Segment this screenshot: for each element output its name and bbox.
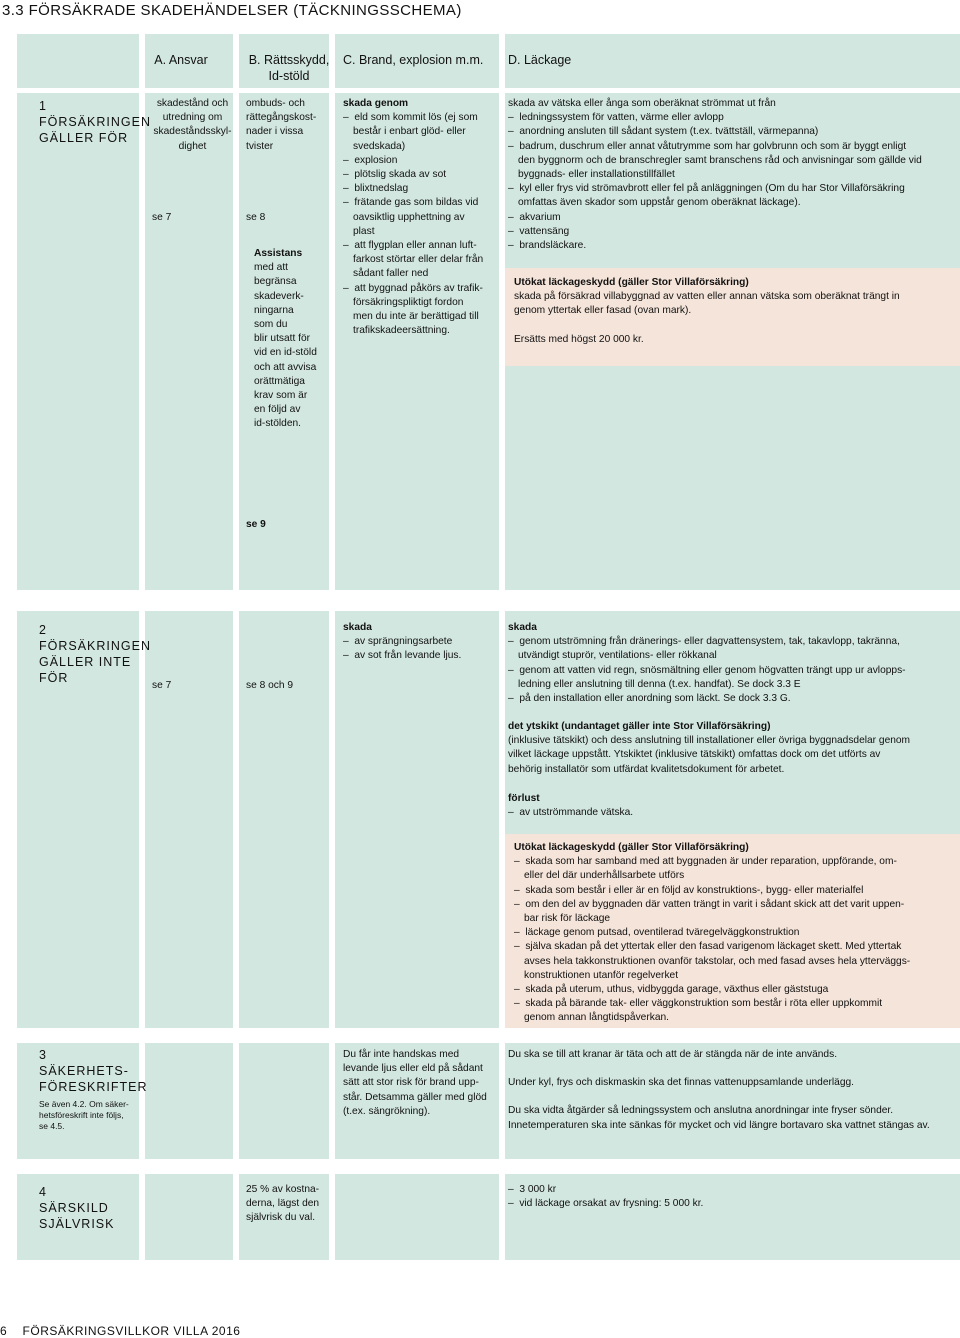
list-item: – genom att vatten vid regn, snösmältning eller genom högvatten trängt upp ur avlopps- ledning eller anslutning till denna (t.ex. handfat). Se dock 3.3 E [508, 664, 958, 692]
list-item: – 3 000 kr [508, 1183, 958, 1197]
row1-label-line2: GÄLLER FÖR [39, 131, 129, 145]
row1-number: 1 [39, 99, 47, 113]
text-line: med att [254, 262, 288, 274]
list-item: – själva skadan på det yttertak eller den fasad varigenom läckaget skett. Med yttertak avses hela takkonstruktionen ovanför takstolar, och med fasad avses hela ytterväggs- konstruktionen utanför regelverket [514, 940, 954, 983]
list-item: – skada på bärande tak- eller väggkonstruktion som består i röta eller uppkommit genom annan långtidspåverkan. [514, 997, 954, 1025]
text-line: en följd av [254, 404, 301, 416]
row3-c-text: Du får inte handskas med levande ljus eller eld på sådant sätt att stor risk för brand upp- står. Detsamma gäller med glöd (t.ex. sängrökning). [343, 1049, 487, 1117]
row2-cell-c [335, 611, 499, 1028]
row3-cell-b [239, 1043, 329, 1159]
list-item: – av utströmmande vätska. [508, 806, 958, 820]
d-intro: skada av vätska eller ånga som oberäknat strömmat ut från [508, 98, 776, 109]
list-item: – frätande gas som bildas vid oavsiktlig upphettning av plast [343, 196, 503, 239]
list-item: – anordning ansluten till sådant system (t.ex. tvättställ, värmepanna) [508, 125, 958, 139]
row3-number: 3 [39, 1048, 47, 1062]
row2-label [39, 622, 152, 686]
list-item: – ledningssystem för vatten, värme eller avlopp [508, 111, 958, 125]
text-line: nader i vissa [246, 126, 304, 138]
row2-a-ref: se 7 [152, 680, 172, 691]
d-heading: skada [508, 622, 537, 633]
list-item: – på den installation eller anordning som läckt. Se dock 3.3 G. [508, 692, 958, 706]
row1-label [39, 98, 152, 146]
list-item: – vid läckage orsakat av frysning: 5 000 kr. [508, 1197, 958, 1211]
paragraph: Under kyl, frys och diskmaskin ska det finnas vattenuppsamlande underlägg. [508, 1077, 854, 1089]
row2-d-text [508, 621, 958, 706]
list-item: – blixtnedslag [343, 182, 503, 196]
list-item: – explosion [343, 154, 503, 168]
row3-d-text [508, 1048, 958, 1133]
row4-cell-a [145, 1174, 233, 1260]
list-item: – eld som kommit lös (ej som består i enbart glöd- eller svedskada) [343, 111, 503, 154]
row1-b-assist [254, 247, 334, 432]
forlust-title: förlust [508, 793, 540, 804]
paragraph: Du ska vidta åtgärder så ledningssystem och anslutna anordningar inte fryser sönder. Innetemperaturen ska inte sänkas för mycket och vid längre bortavaro ska vattnet stängas av. [508, 1105, 930, 1131]
assist-title: Assistans [254, 248, 303, 259]
row4-number: 4 [39, 1185, 47, 1199]
list-item: – av sot från levande ljus. [343, 649, 503, 663]
row4-label [39, 1184, 139, 1232]
row4-d-text [508, 1183, 958, 1211]
row3-label-line2: FÖRESKRIFTER [39, 1080, 148, 1094]
list-item: – skada som har samband med att byggnaden är under reparation, uppförande, om- eller del där underhållsarbete utförs [514, 855, 954, 883]
text-line: dighet [178, 140, 207, 152]
c-heading: skada [343, 622, 372, 633]
list-item: – skada på uterum, uthus, vidbyggda garage, växthus eller gäststuga [514, 983, 954, 997]
column-header-d: D. Läckage [508, 53, 572, 67]
text-line: orättmätiga [254, 375, 305, 387]
paragraph: Du ska se till att kranar är täta och att de är stängda när de inte används. [508, 1049, 838, 1060]
row1-extended-text [514, 276, 954, 347]
row4-cell-c [335, 1174, 499, 1260]
row1-label-cell [17, 93, 139, 590]
page-number: 6 [0, 1324, 8, 1338]
row2-cell-a [145, 611, 233, 1028]
list-item: – läckage genom putsad, oventilerad tväregelväggkonstruktion [514, 926, 954, 940]
list-item: – av sprängningsarbete [343, 635, 503, 649]
row1-a-text [150, 97, 235, 154]
column-header-b-line2: Id-stöld [268, 69, 310, 83]
text-line: id-stölden. [254, 418, 302, 430]
text-line: ningarna [254, 304, 294, 316]
text-line: blir utsatt för [254, 333, 311, 345]
row4-label-line1: SÄRSKILD [39, 1201, 109, 1215]
header-cell-empty [17, 34, 139, 88]
row1-a-ref: se 7 [152, 212, 172, 223]
text-line: och att avvisa [254, 361, 317, 373]
row2-label-line3: FÖR [39, 671, 69, 685]
text-line: ombuds- och [246, 98, 305, 109]
row1-c-text [343, 97, 503, 338]
row4-b-text: 25 % av kostna- derna, lägst den självrisk du val. [246, 1184, 320, 1224]
list-item: – om den del av byggnaden där vatten trängt in varit i sådant skick att det varit uppen- bar risk för läckage [514, 898, 954, 926]
text-line: begränsa [254, 276, 297, 288]
list-item: – brandsläckare. [508, 239, 958, 253]
ytskikt-text: (inklusive tätskikt) och dess anslutning till installationer eller övriga byggnadsdelar genom vilket läckage uppstått. Ytskiktet (inklusive tätskikt) omfattas dock om det utförts av behörig installatör som utfärdat kvalitetsdokument för arbetet. [508, 735, 911, 775]
text-line: som du [254, 319, 288, 331]
box-title: Utökat läckageskydd (gäller Stor Villaförsäkring) [514, 277, 749, 288]
footer-text: FÖRSÄKRINGSVILLKOR VILLA 2016 [22, 1324, 241, 1338]
row1-b-ref2: se 9 [246, 519, 266, 530]
text-line: skadeverk- [254, 290, 304, 302]
list-item: – vattensäng [508, 225, 958, 239]
row3-label [39, 1047, 148, 1132]
row3-note: Se även 4.2. Om säker- hetsföreskrift inte följs, se 4.5. [39, 1099, 129, 1131]
text-line: utredning om [162, 112, 223, 124]
row1-b-text [246, 97, 336, 154]
list-item: – att byggnad påkörs av trafik- försäkringspliktigt fordon men du inte är berättigad till trafikskadeersättning. [343, 282, 503, 339]
text-line: vid en id-stöld [254, 347, 317, 359]
page-title: 3.3 FÖRSÄKRADE SKADEHÄNDELSER (TÄCKNINGSSCHEMA) [2, 2, 462, 19]
row4-label-line2: SJÄLVRISK [39, 1217, 115, 1231]
list-item: – akvarium [508, 211, 958, 225]
row2-forlust [508, 792, 958, 820]
row2-extended-text [514, 841, 954, 1026]
row1-b-ref: se 8 [246, 212, 266, 223]
column-header-c: C. Brand, explosion m.m. [343, 53, 484, 67]
row1-d-text [508, 97, 958, 253]
row1-label-line1: FÖRSÄKRINGEN [39, 115, 152, 129]
text-line: krav som är [254, 390, 308, 402]
page-footer [0, 1324, 240, 1338]
list-item: – skada som består i eller är en följd av konstruktions-, bygg- eller materialfel [514, 884, 954, 898]
list-item: – badrum, duschrum eller annat våtutrymme som har golvbrunn och som är byggt enligt den byggnorm och de branschregler samt branschens råd och anvisningar som gällde vid byggnads- eller installationstillfället [508, 140, 958, 183]
text-line: skadestånd och [156, 98, 229, 109]
row1-cell-a [145, 93, 233, 590]
row2-cell-b [239, 611, 329, 1028]
row2-number: 2 [39, 623, 47, 637]
column-header-b [239, 52, 339, 84]
list-item: – plötslig skada av sot [343, 168, 503, 182]
c-heading: skada genom [343, 98, 409, 109]
row3-label-line1: SÄKERHETS- [39, 1064, 129, 1078]
row2-label-line1: FÖRSÄKRINGEN [39, 639, 152, 653]
list-item: – genom utströmning från dränerings- eller dagvattensystem, tak, takavlopp, takränna, utvändigt stuprör, ventilations- eller rökkanal [508, 635, 958, 663]
row3-cell-a [145, 1043, 233, 1159]
box-line: skada på försäkrad villabyggnad av vatten eller annan vätska som oberäknat trängt in genom yttertak eller fasad (ovan mark). [514, 291, 900, 317]
row2-c-text [343, 621, 503, 664]
text-line: skadeståndsskyl- [153, 126, 232, 138]
row2-b-ref: se 8 och 9 [246, 680, 294, 691]
text-line: rättegångskost- [246, 112, 317, 124]
box-max: Ersätts med högst 20 000 kr. [514, 333, 644, 345]
column-header-b-line1: B. Rättsskydd, [248, 53, 330, 67]
list-item: – kyl eller frys vid strömavbrott eller fel på anläggningen (Om du har Stor Villaförsäkring omfattas även skador som uppstår genom oberäknat läckage). [508, 182, 958, 210]
ytskikt-title: det ytskikt (undantaget gäller inte Stor Villaförsäkring) [508, 721, 771, 732]
row2-ytskikt [508, 720, 958, 777]
column-header-a: A. Ansvar [154, 53, 208, 67]
text-line: tvister [246, 140, 274, 152]
list-item: – att flygplan eller annan luft- farkost störtar eller delar från sådant faller ned [343, 239, 503, 282]
box-title: Utökat läckageskydd (gäller Stor Villaförsäkring) [514, 842, 749, 853]
row2-label-line2: GÄLLER INTE [39, 655, 132, 669]
